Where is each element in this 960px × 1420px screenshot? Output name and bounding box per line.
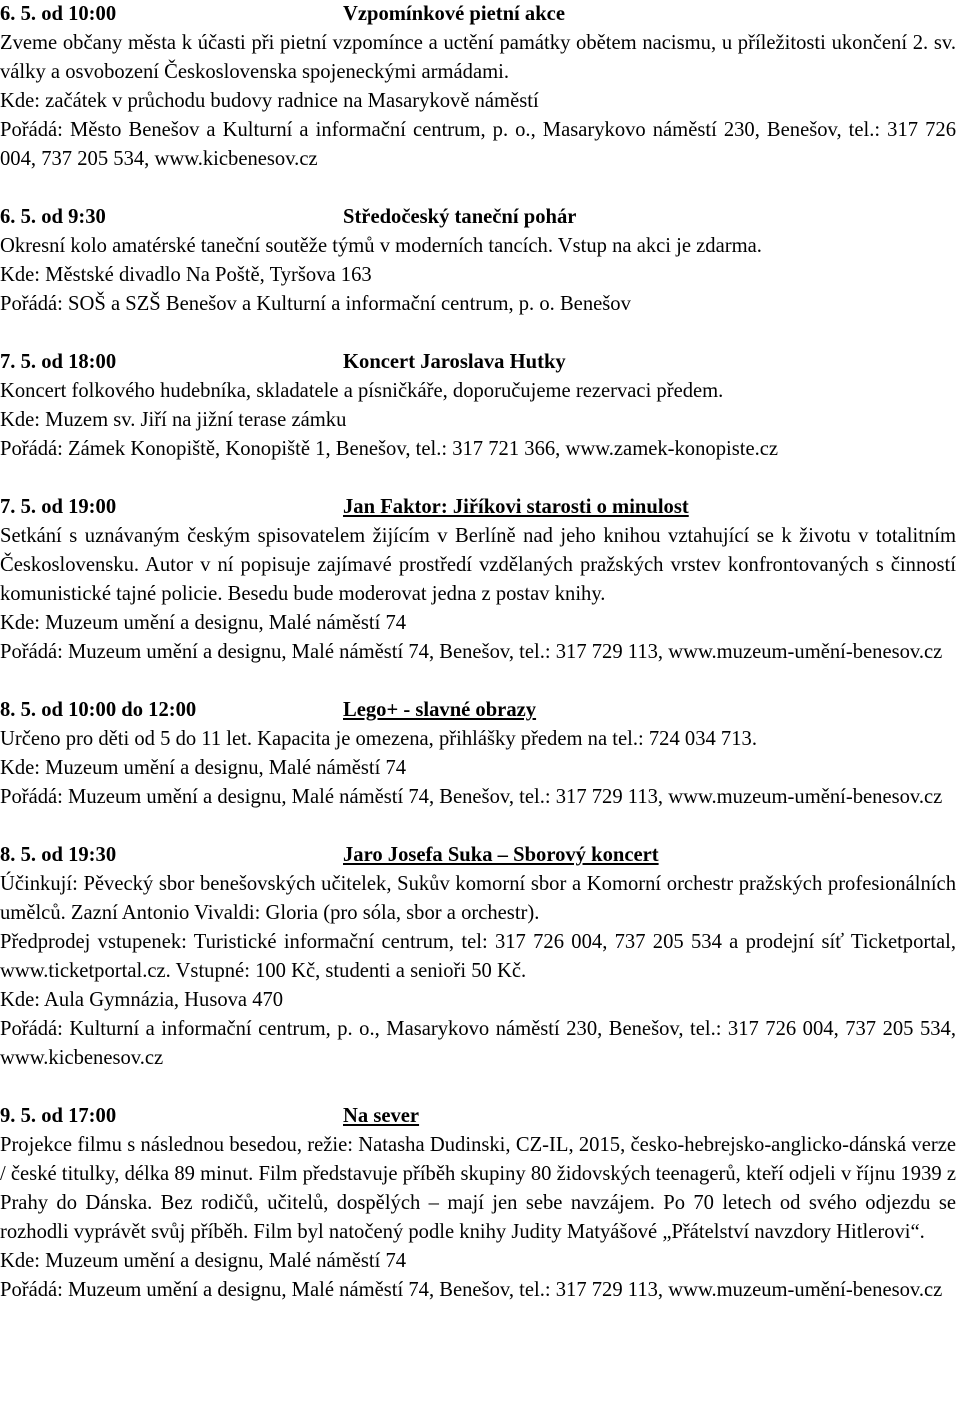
event-heading: [0, 0, 956, 29]
event-title: Na sever: [343, 1105, 420, 1127]
event-entry: [0, 348, 956, 464]
event-organizer: Pořádá: Muzeum umění a designu, Malé náměstí 74, Benešov, tel.: 317 729 113, www.muzeum-umění-benesov.cz: [0, 641, 943, 663]
event-date-time: 8. 5. od 10:00 do 12:00: [0, 699, 197, 721]
event-entry: [0, 203, 956, 319]
event-organizer: Pořádá: Zámek Konopiště, Konopiště 1, Benešov, tel.: 317 721 366, www.zamek-konopiste.cz: [0, 438, 779, 460]
event-location: Kde: Muzeum umění a designu, Malé náměstí 74: [0, 757, 407, 779]
event-date-time: 7. 5. od 19:00: [0, 496, 117, 518]
event-description: Setkání s uznávaným českým spisovatelem žijícím v Berlíně nad jeho knihou vztahující se k životu v totalitním Československu. Autor v ní popisuje zajímavé prostředí vzdělaných pražských vrstev konfrontovaných s činností komunistické tajné policie. Besedu bude moderovat jedna z postav knihy.: [0, 525, 956, 605]
event-title: Koncert Jaroslava Hutky: [343, 351, 566, 373]
event-entry: [0, 696, 956, 812]
event-heading: [0, 348, 956, 377]
event-title: Vzpomínkové pietní akce: [343, 3, 565, 25]
event-title: Jan Faktor: Jiříkovi starosti o minulost: [343, 496, 689, 518]
event-location: Kde: Aula Gymnázia, Husova 470: [0, 989, 284, 1011]
event-location: Kde: Městské divadlo Na Poště, Tyršova 163: [0, 264, 372, 286]
event-description: Předprodej vstupenek: Turistické informační centrum, tel: 317 726 004, 737 205 534 a prodejní síť Ticketportal, www.ticketportal.cz. Vstupné: 100 Kč, studenti a senioři 50 Kč.: [0, 931, 956, 982]
event-heading: [0, 203, 956, 232]
event-date-time: 6. 5. od 10:00: [0, 3, 117, 25]
event-location: Kde: Muzem sv. Jiří na jižní terase zámku: [0, 409, 347, 431]
event-location: Kde: začátek v průchodu budovy radnice na Masarykově náměstí: [0, 90, 539, 112]
event-description: Zveme občany města k účasti při pietní vzpomínce a uctění památky obětem nacismu, u příležitosti ukončení 2. sv. války a osvobození Československa spojeneckými armádami.: [0, 32, 956, 83]
event-title: Lego+ - slavné obrazy: [343, 699, 537, 721]
event-heading: [0, 1102, 956, 1131]
event-location: Kde: Muzeum umění a designu, Malé náměstí 74: [0, 1250, 407, 1272]
event-location: Kde: Muzeum umění a designu, Malé náměstí 74: [0, 612, 407, 634]
event-description: Koncert folkového hudebníka, skladatele a písničkáře, doporučujeme rezervaci předem.: [0, 380, 724, 402]
event-description: Účinkují: Pěvecký sbor benešovských učitelek, Sukův komorní sbor a Komorní orchestr pražských profesionálních umělců. Zazní Antonio Vivaldi: Gloria (pro sóla, sbor a orchestr).: [0, 873, 956, 924]
event-organizer: Pořádá: SOŠ a SZŠ Benešov a Kulturní a informační centrum, p. o. Benešov: [0, 293, 631, 315]
event-description: Okresní kolo amatérské taneční soutěže týmů v moderních tancích. Vstup na akci je zdarma.: [0, 235, 762, 257]
event-date-time: 6. 5. od 9:30: [0, 206, 106, 228]
event-title: Středočeský taneční pohár: [343, 206, 577, 228]
event-description: Projekce filmu s následnou besedou, režie: Natasha Dudinski, CZ-IL, 2015, česko-hebrejsko-anglicko-dánská verze / české titulky, délka 89 minut. Film představuje příběh skupiny 80 židovských teenagerů, kteří odjeli v říjnu 1939 z Prahy do Dánska. Bez rodičů, učitelů, dospělých – mají jen sebe navzájem. Po 70 letech od svého odjezdu se rozhodli vyprávět svůj příběh. Film byl natočený podle knihy Judity Matyášové „Přátelství navzdory Hitlerovi“.: [0, 1134, 956, 1243]
event-date-time: 8. 5. od 19:30: [0, 844, 117, 866]
event-date-time: 9. 5. od 17:00: [0, 1105, 117, 1127]
event-organizer: Pořádá: Muzeum umění a designu, Malé náměstí 74, Benešov, tel.: 317 729 113, www.muzeum-umění-benesov.cz: [0, 786, 943, 808]
event-description: Určeno pro děti od 5 do 11 let. Kapacita je omezena, přihlášky předem na tel.: 724 034 713.: [0, 728, 757, 750]
event-heading: [0, 841, 956, 870]
event-title: Jaro Josefa Suka – Sborový koncert: [343, 844, 659, 866]
event-entry: [0, 841, 956, 1073]
event-entry: [0, 1102, 956, 1305]
event-organizer: Pořádá: Muzeum umění a designu, Malé náměstí 74, Benešov, tel.: 317 729 113, www.muzeum-umění-benesov.cz: [0, 1279, 943, 1301]
event-organizer: Pořádá: Město Benešov a Kulturní a informační centrum, p. o., Masarykovo náměstí 230, Benešov, tel.: 317 726 004, 737 205 534, www.kicbenesov.cz: [0, 119, 956, 170]
event-entry: [0, 493, 956, 667]
event-heading: [0, 696, 956, 725]
event-heading: [0, 493, 956, 522]
event-entry: [0, 0, 956, 174]
event-organizer: Pořádá: Kulturní a informační centrum, p. o., Masarykovo náměstí 230, Benešov, tel.: 317 726 004, 737 205 534, www.kicbenesov.cz: [0, 1018, 956, 1069]
event-date-time: 7. 5. od 18:00: [0, 351, 117, 373]
